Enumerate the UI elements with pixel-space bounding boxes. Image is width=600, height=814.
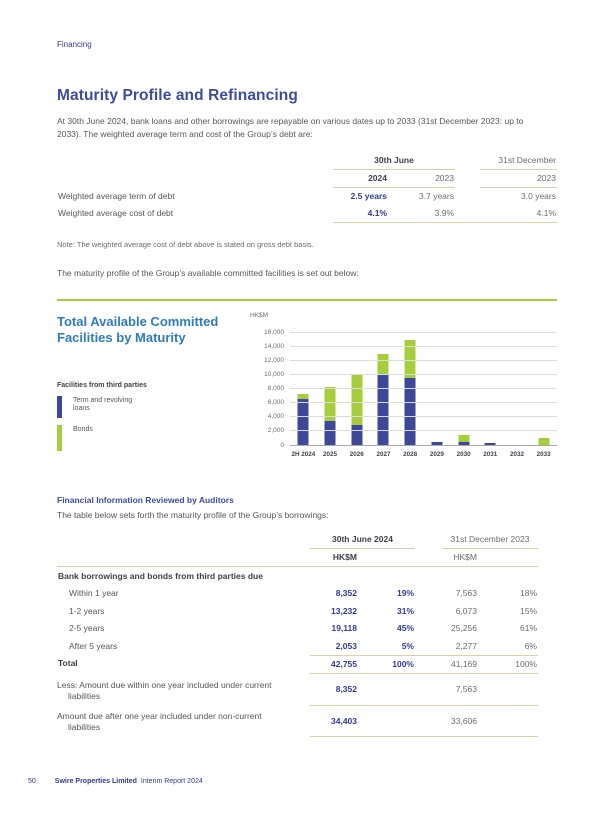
bar-slot [504,333,531,458]
bar-segment [378,375,389,444]
y-tick-label: 8,000 [267,385,284,392]
auditors-heading: Financial Information Reviewed by Auditors [57,494,234,505]
borrowings-adj-v23: 7,563 [442,674,478,706]
bar-stack-2028 [405,340,416,445]
borrowings-p23: 6% [524,640,537,651]
borrowings-v23: 6,073 [455,605,477,616]
spacer-cell [415,637,442,655]
bar-slot [317,333,344,458]
chart-area [250,309,557,458]
debt-group-header-december: 31st December [480,152,557,170]
y-tick-label: 2,000 [267,427,284,435]
footer-report-title: Interim Report 2024 [140,778,203,785]
chart-plot [264,328,557,458]
legend-label-bonds: Bonds [73,425,93,433]
borrowings-group-header-2023: 31st December 2023 [442,530,538,549]
x-tick-label: 2027 [376,450,391,458]
gridline [290,346,557,347]
borrowings-v24: 2,053 [335,640,357,651]
borrowings-row-label: Within 1 year [69,588,119,598]
bar-slot [397,333,424,458]
debt-cost-2024: 4.1% [333,205,388,223]
spacer-cell [57,170,333,188]
gridline [290,360,557,361]
spacer-cell [455,170,480,188]
gridline [290,332,557,333]
green-section-divider [57,299,557,301]
borrowings-adj-v24: 34,403 [310,706,358,738]
bar-segment [351,425,362,444]
page-footer [28,778,203,785]
spacer-cell [57,549,310,568]
gridline [290,374,557,375]
debt-row-label: Weighted average cost of debt [58,208,174,218]
bar-segment [325,421,336,444]
borrowings-p23: 61% [519,623,537,633]
borrowings-group-header-2024: 30th June 2024 [310,530,415,549]
bar-slot [477,333,504,458]
section-eyebrow: Financing [57,40,92,49]
debt-row-label: Weighted average term of debt [58,191,175,201]
legend-swatch-bonds [57,425,62,451]
legend-item-loans [57,396,250,418]
debt-summary-table [57,152,557,223]
bar-segment [378,354,389,375]
debt-cost-2023b: 4.1% [480,205,557,223]
borrowings-total-p23: 100% [478,655,538,675]
x-tick-label: 2028 [403,450,418,458]
bar-segment [351,374,362,426]
borrowings-row-label: 2-5 years [69,623,105,633]
x-tick-label: 2025 [323,450,338,458]
debt-group-header-june: 30th June [333,152,455,170]
y-tick-label: 14,000 [264,342,284,350]
borrowings-adj-v24: 8,352 [310,674,358,706]
gridline [290,430,557,431]
facilities-paragraph: The maturity profile of the Group’s available committed facilities is set out below: [57,268,359,278]
footer-company: Swire Properties Limited [54,778,137,785]
gridline [290,388,557,389]
borrowings-p24: 45% [396,623,414,633]
borrowings-total-label: Total [58,658,78,668]
bar-slot [450,333,477,458]
spacer-cell [415,620,442,638]
legend-item-bonds [57,425,250,451]
y-tick-label: 12,000 [264,356,284,364]
borrowings-adj-label: Less: Amount due within one year included under current liabilities [57,679,272,701]
bar-stack-2026 [351,374,362,445]
legend-title: Facilities from third parties [57,381,147,389]
chart-heading: Total Available Committed Facilities by Maturity [57,313,219,345]
borrowings-row-label: After 5 years [69,640,118,651]
debt-year-2023b: 2023 [480,170,557,188]
page-title: Maturity Profile and Refinancing [57,87,298,104]
borrowings-p24: 5% [401,640,414,651]
x-tick-label: 2033 [536,450,551,458]
spacer-cell [415,549,442,568]
spacer-cell [455,152,480,170]
y-tick-label: 10,000 [264,370,284,378]
intro-paragraph: At 30th June 2024, bank loans and other borrowings are repayable on various dates up to 2033 (31st December 2023: up to 2033). The weighted average term and cost of the Group’s debt are: [57,116,524,139]
bar-slot [343,333,370,458]
y-tick-label: 6,000 [267,399,284,407]
spacer-cell [358,674,415,706]
spacer-cell [455,205,480,223]
borrowings-row-label: 1-2 years [69,605,105,616]
bar-slot [290,333,317,458]
debt-year-2023a: 2023 [388,170,455,188]
x-tick-label: 2030 [456,450,471,458]
debt-term-2024: 2.5 years [350,191,387,201]
x-tick-label: 2H 2024 [291,450,316,458]
legend-swatch-loans [57,396,62,418]
debt-term-2023b: 3.0 years [521,191,556,201]
spacer-cell [415,585,442,603]
borrowings-p23: 18% [519,588,537,598]
chart-left-column [57,309,250,458]
bar-slot [424,333,451,458]
borrowings-p24: 19% [396,588,414,598]
spacer-cell [455,188,480,205]
borrowings-unit-2023: HK$M [442,549,478,568]
chart-unit-label: HK$M [250,311,269,319]
gridline [290,402,557,403]
borrowings-v23: 2,277 [455,640,477,651]
borrowings-total-p24: 100% [358,655,415,675]
borrowings-adj-label: Amount due after one year included under non-current liabilities [57,711,262,732]
borrowings-table [57,530,538,737]
legend-label-loans: Term and revolving loans [73,396,133,412]
borrowings-v24: 19,118 [331,623,357,633]
debt-year-2024: 2024 [333,170,388,188]
spacer-cell [478,549,538,568]
spacer-cell [415,674,442,706]
spacer-cell [478,674,538,706]
y-tick-label: 4,000 [267,413,284,421]
borrowings-section-label: Bank borrowings and bonds from third parties due [58,570,263,581]
spacer-cell [478,706,538,738]
spacer-cell [415,602,442,620]
gridline [290,416,557,417]
borrowings-adj-v23: 33,606 [442,706,478,738]
borrowings-v23: 25,256 [451,623,477,633]
footer-text [55,778,203,785]
chart-legend [57,382,250,451]
borrowings-unit-2024: HK$M [310,549,358,568]
spacer-cell [415,655,442,675]
facilities-chart-block [57,309,557,458]
x-tick-label: 2032 [509,450,524,458]
chart-bars [290,333,557,458]
debt-table-note: Note: The weighted average cost of debt above is stated on gross debt basis. [57,240,314,249]
borrowings-total-v24: 42,755 [310,655,358,675]
spacer-cell [57,152,333,170]
borrowings-v24: 13,232 [331,605,357,616]
bar-segment [298,399,309,444]
gridline [290,445,557,446]
spacer-cell [358,549,415,568]
bar-stack-2030 [458,435,469,445]
y-tick-label: 0 [280,441,284,449]
x-tick-label: 2029 [429,450,444,458]
borrowings-p23: 15% [519,605,537,616]
bar-segment [458,435,469,442]
spacer-cell [415,530,442,549]
x-tick-label: 2026 [349,450,364,458]
page-number: 50 [28,778,36,785]
debt-cost-2023a: 3.9% [388,205,455,223]
x-tick-label: 2031 [483,450,498,458]
spacer-cell [358,706,415,738]
borrowings-total-v23: 41,169 [442,655,478,675]
y-tick-label: 16,000 [264,328,284,336]
borrowings-v23: 7,563 [455,588,477,598]
borrowings-v24: 8,352 [335,588,357,598]
debt-term-2023a: 3.7 years [419,191,454,201]
borrowings-p24: 31% [396,605,414,616]
bar-slot [370,333,397,458]
auditors-intro: The table below sets forth the maturity profile of the Group’s borrowings: [57,509,329,520]
bar-slot [530,333,557,458]
spacer-cell [415,706,442,738]
spacer-cell [57,530,310,549]
